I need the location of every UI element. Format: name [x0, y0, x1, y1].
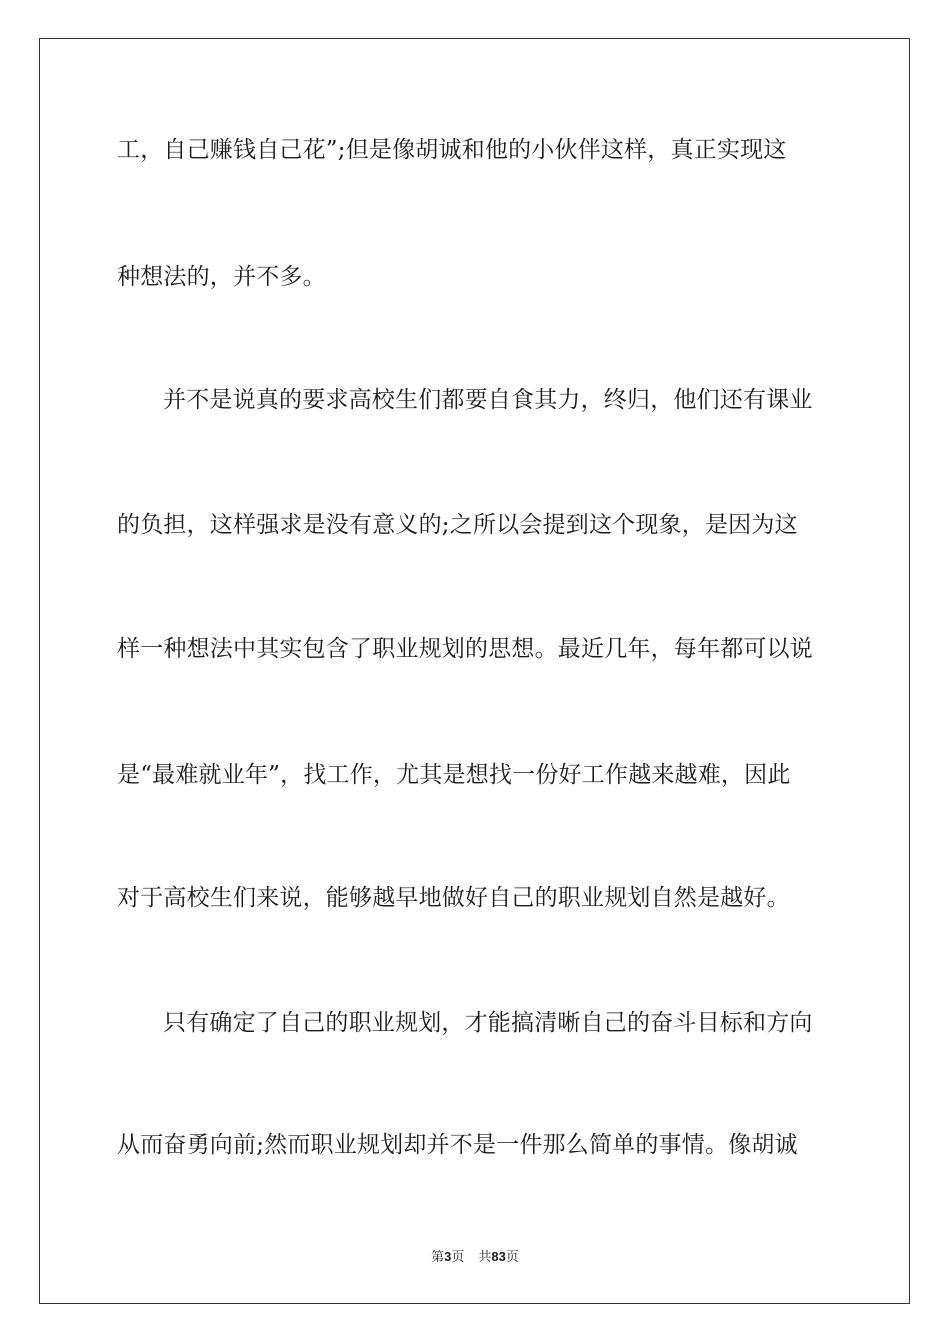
text-line-6: 是“最难就业年”，找工作，尤其是想找一份好工作越来越难，因此 — [117, 762, 791, 788]
page-border — [39, 38, 910, 1304]
text-line-4: 的负担，这样强求是没有意义的;之所以会提到这个现象，是因为这 — [117, 512, 798, 538]
total-suffix: 页 — [505, 1250, 519, 1265]
page-suffix: 页 — [451, 1250, 465, 1265]
page-number: 3 — [444, 1249, 452, 1264]
text-line-7: 对于高校生们来说，能够越早地做好自己的职业规划自然是越好。 — [117, 885, 790, 911]
page-footer — [0, 1248, 950, 1267]
text-line-5: 样一种想法中其实包含了职业规划的思想。最近几年，每年都可以说 — [117, 636, 813, 662]
total-pages: 83 — [491, 1249, 506, 1264]
total-prefix: 共 — [478, 1250, 492, 1265]
text-line-2: 种想法的，并不多。 — [117, 264, 326, 290]
text-line-8: 只有确定了自己的职业规划，才能搞清晰自己的奋斗目标和方向 — [163, 1010, 813, 1036]
page-prefix: 第 — [431, 1250, 445, 1265]
text-line-1: 工，自己赚钱自己花”;但是像胡诚和他的小伙伴这样，真正实现这 — [117, 137, 787, 163]
text-line-3: 并不是说真的要求高校生们都要自食其力，终归，他们还有课业 — [163, 387, 813, 413]
text-line-9: 从而奋勇向前;然而职业规划却并不是一件那么简单的事情。像胡诚 — [117, 1132, 798, 1158]
